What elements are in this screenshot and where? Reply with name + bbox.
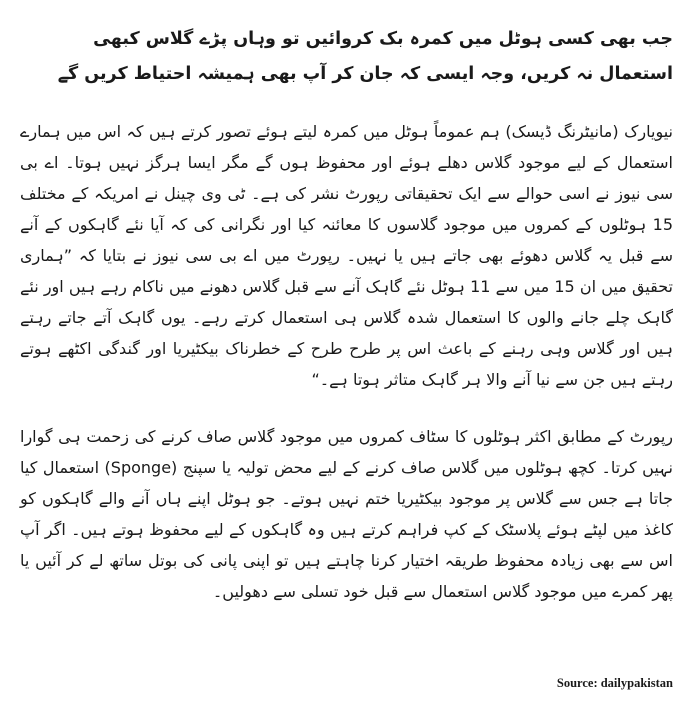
source-credit: Source: dailypakistan bbox=[556, 676, 673, 690]
article-headline: جب بھی کسی ہوٹل میں کمرہ بک کروائیں تو وہاں پڑے گلاس کبھی استعمال نہ کریں، وجہ ایسی کہ جان کر آپ بھی ہمیشہ احتیاط کریں گے bbox=[57, 29, 673, 84]
article-paragraph: رپورٹ کے مطابق اکثر ہوٹلوں کا سٹاف کمروں میں موجود گلاس صاف کرنے کی زحمت ہی گوارا نہیں کرتا۔ کچھ ہوٹلوں میں گلاس صاف کرنے کے لیے محض تولیہ یا سپنج (Sponge) استعمال کیا جاتا ہے جس سے گلاس پر موجود بیکٹیریا ختم نہیں ہوتے۔ جو ہوٹل اپنے ہاں آنے والے گاہکوں کو کاغذ میں لپٹے ہوئے پلاسٹک کے کپ فراہم کرتے ہیں وہ گاہکوں کے لیے محفوظ ہوتے ہیں۔ اگر آپ اس سے بھی زیادہ محفوظ طریقہ اختیار کرنا چاہتے ہیں تو اپنی پانی کی بوتل ساتھ لے کر آئیں یا پھر کمرے میں موجود گلاس استعمال سے قبل خود تسلی سے دھولیں۔ bbox=[20, 427, 673, 601]
article-paragraph: نیویارک (مانیٹرنگ ڈیسک) ہم عموماً ہوٹل میں کمرہ لیتے ہوئے تصور کرتے ہیں کہ اس میں ہمارے استعمال کے لیے موجود گلاس دھلے ہوئے اور محفوظ ہوں گے مگر ایسا ہرگز نہیں ہوتا۔ اے بی سی نیوز نے اسی حوالے سے ایک تحقیقاتی رپورٹ نشر کی ہے۔ ٹی وی چینل نے امریکہ کے مختلف 15 ہوٹلوں کے کمروں میں موجود گلاسوں کا معائنہ کیا اور نگرانی کی کہ آیا نئے گاہکوں کے آنے سے قبل یہ گلاس دھوئے بھی جاتے ہیں یا نہیں۔ رپورٹ میں اے بی سی نیوز نے بتایا کہ ”ہماری تحقیق میں ان 15 میں سے 11 ہوٹل نئے گاہک آنے سے قبل گلاس دھونے میں ناکام رہے ہیں اور نئے گاہک چلے جانے والوں کا استعمال شدہ گلاس ہی استعمال کرتے رہے۔ یوں گاہک آتے جاتے رہتے ہیں اور گلاس وہی رہنے کے باعث اس پر طرح طرح کے خطرناک بیکٹیریا اور گندگی اکٹھے ہوتے رہتے ہیں جن سے نیا آنے والا ہر گاہک متاثر ہوتا ہے۔“ bbox=[20, 122, 673, 389]
